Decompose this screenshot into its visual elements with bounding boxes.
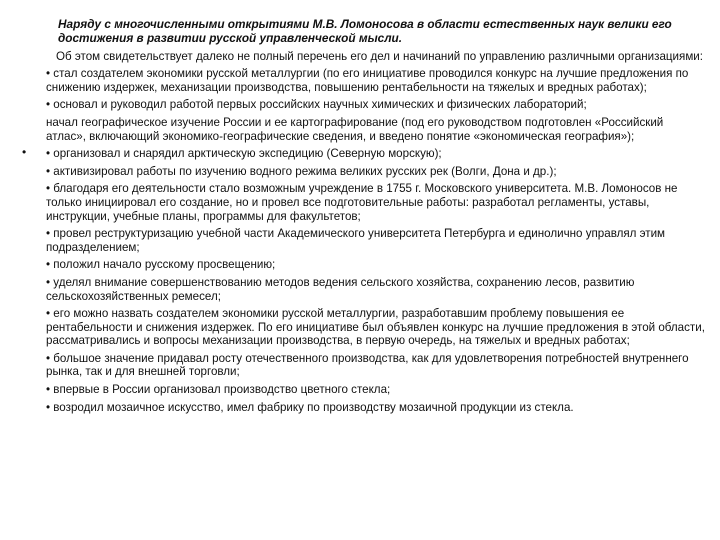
list-item: • благодаря его деятельности стало возможным учреждение в 1755 г. Московского университета. М.В. Ломоносов не только инициировал его создание, но и провел все подготовительные работы: разработал регламенты, уставы, инструкции, учебные планы, программы для факультетов; [46,182,678,223]
slide-heading: Наряду с многочисленными открытиями М.В. Ломоносова в области естественных наук велики его достижения в развитии русской управленческой мысли. [58,17,672,45]
list-item: • провел реструктуризацию учебной части Академического университета Петербурга и единолично управлял этим подразделением; [46,227,666,254]
list-item: • возродил мозаичное искусство, имел фабрику по производству мозаичной продукции из стекла. [46,400,574,414]
list-item: • его можно назвать создателем экономики русской металлургии, разработавшим проблему повышения ее рентабельности и снижения издержек. По его инициативе был объявлен конкурс на лучшие предложения в этой области, рассматривались и вопросы механизации производства, в первую очередь, на тяжелых и вредных работах; [46,307,705,348]
list-item: • активизировал работы по изучению водного режима великих русских рек (Волги, Дона и др.); [46,164,557,178]
list-item: • впервые в России организовал производство цветного стекла; [46,383,391,397]
list-item: • основал и руководил работой первых российских научных химических и физических лабораторий; [46,98,587,112]
slide-content [46,18,706,418]
list-item: начал географическое изучение России и ее картографирование (под его руководством подготовлен «Российский атлас», включающий экономико-географические сведения, и введено понятие «экономическая география»); [46,115,664,143]
intro-paragraph: Об этом свидетельствует далеко не полный перечень его дел и начинаний по управлению различными организациями: [56,49,703,63]
list-item: • большое значение придавал росту отечественного производства, как для удовлетворения потребностей внутреннего рынка, так и для внешней торговли; [46,351,689,379]
bullet-marker: • [22,145,27,159]
list-item: • стал создателем экономики русской металлургии (по его инициативе проводился конкурс на лучшие предложения по снижению издержек, механизации производства, повышению рентабельности на тяжелых и вредных работах); [46,67,689,94]
list-item: • уделял внимание совершенствованию методов ведения сельского хозяйства, сохранению лесов, развитию сельскохозяйственных ремесел; [46,275,635,303]
list-item: • положил начало русскому просвещению; [46,258,276,272]
list-item: • организовал и снарядил арктическую экспедицию (Северную морскую); [46,147,442,161]
